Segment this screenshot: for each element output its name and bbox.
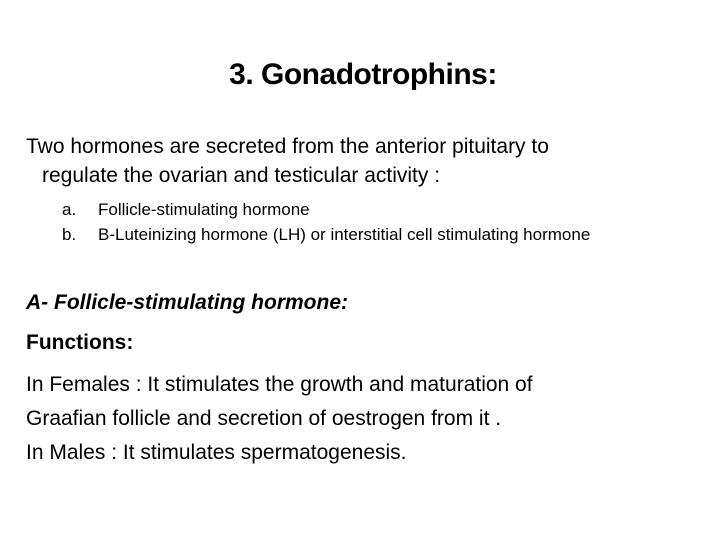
intro-paragraph — [26, 132, 696, 190]
body-line-females: In Females : It stimulates the growth and maturation of — [26, 373, 533, 396]
list-marker: b. — [62, 225, 77, 244]
section-heading: A- Follicle-stimulating hormone: — [26, 291, 349, 314]
list-item-text: B-Luteinizing hormone (LH) or interstitial cell stimulating hormone — [98, 225, 591, 244]
list-item-text: Follicle-stimulating hormone — [98, 200, 310, 219]
intro-line-1: Two hormones are secreted from the anterior pituitary to — [26, 135, 549, 158]
list-item — [62, 222, 682, 247]
intro-line-2: regulate the ovarian and testicular activity : — [42, 164, 441, 187]
functions-body — [26, 368, 706, 470]
body-line-graafian: Graafian follicle and secretion of oestrogen from it . — [26, 407, 502, 430]
body-line-males: In Males : It stimulates spermatogenesis. — [26, 441, 407, 464]
list-item — [62, 197, 682, 222]
functions-heading: Functions: — [26, 331, 134, 354]
slide-title: 3. Gonadotrophins: — [229, 58, 497, 91]
list-marker: a. — [62, 200, 77, 219]
hormone-list — [62, 197, 682, 247]
